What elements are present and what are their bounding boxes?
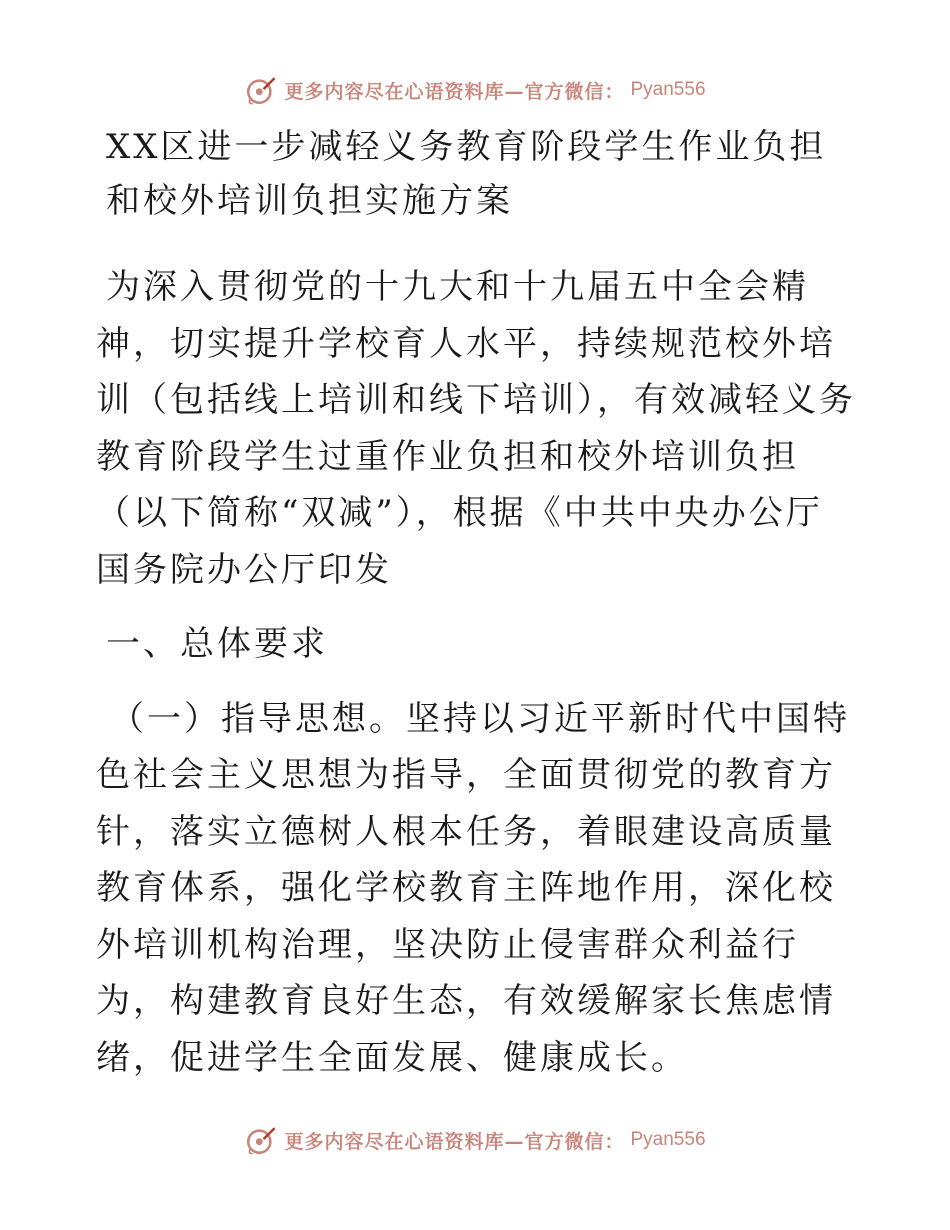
document-body (96, 120, 856, 1086)
watermark-wechat-id: Pyan556 (630, 1129, 706, 1150)
watermark-text: 更多内容尽在心语资料库—官方微信： (284, 80, 625, 103)
section-heading: 一、总体要求 (106, 624, 328, 664)
header-watermark (0, 70, 950, 110)
document-title: XX区进一步减轻义务教育阶段学生作业负担和校外培训负担实施方案 (106, 127, 827, 221)
pen-logo-icon (244, 1123, 278, 1157)
guiding-thought-paragraph: （一）指导思想。坚持以习近平新时代中国特色社会主义思想为指导，全面贯彻党的教育方针，落实立德树人根本任务，着眼建设高质量教育体系，强化学校教育主阵地作用，深化校外培训机构治理，坚决防止侵害群众利益行为，构建教育良好生态，有效缓解家长焦虑情绪，促进学生全面发展、健康成长。 (96, 698, 850, 1078)
watermark-wechat-id: Pyan556 (630, 79, 706, 100)
watermark-text: 更多内容尽在心语资料库—官方微信： (284, 1130, 625, 1153)
intro-paragraph: 为深入贯彻党的十九大和十九届五中全会精神，切实提升学校育人水平，持续规范校外培训（包括线上培训和线下培训），有效减轻义务教育阶段学生过重作业负担和校外培训负担（以下简称“双减”），根据《中共中央办公厅国务院办公厅印发 (96, 267, 856, 590)
pen-logo-icon (244, 73, 278, 107)
footer-watermark (0, 1120, 950, 1160)
